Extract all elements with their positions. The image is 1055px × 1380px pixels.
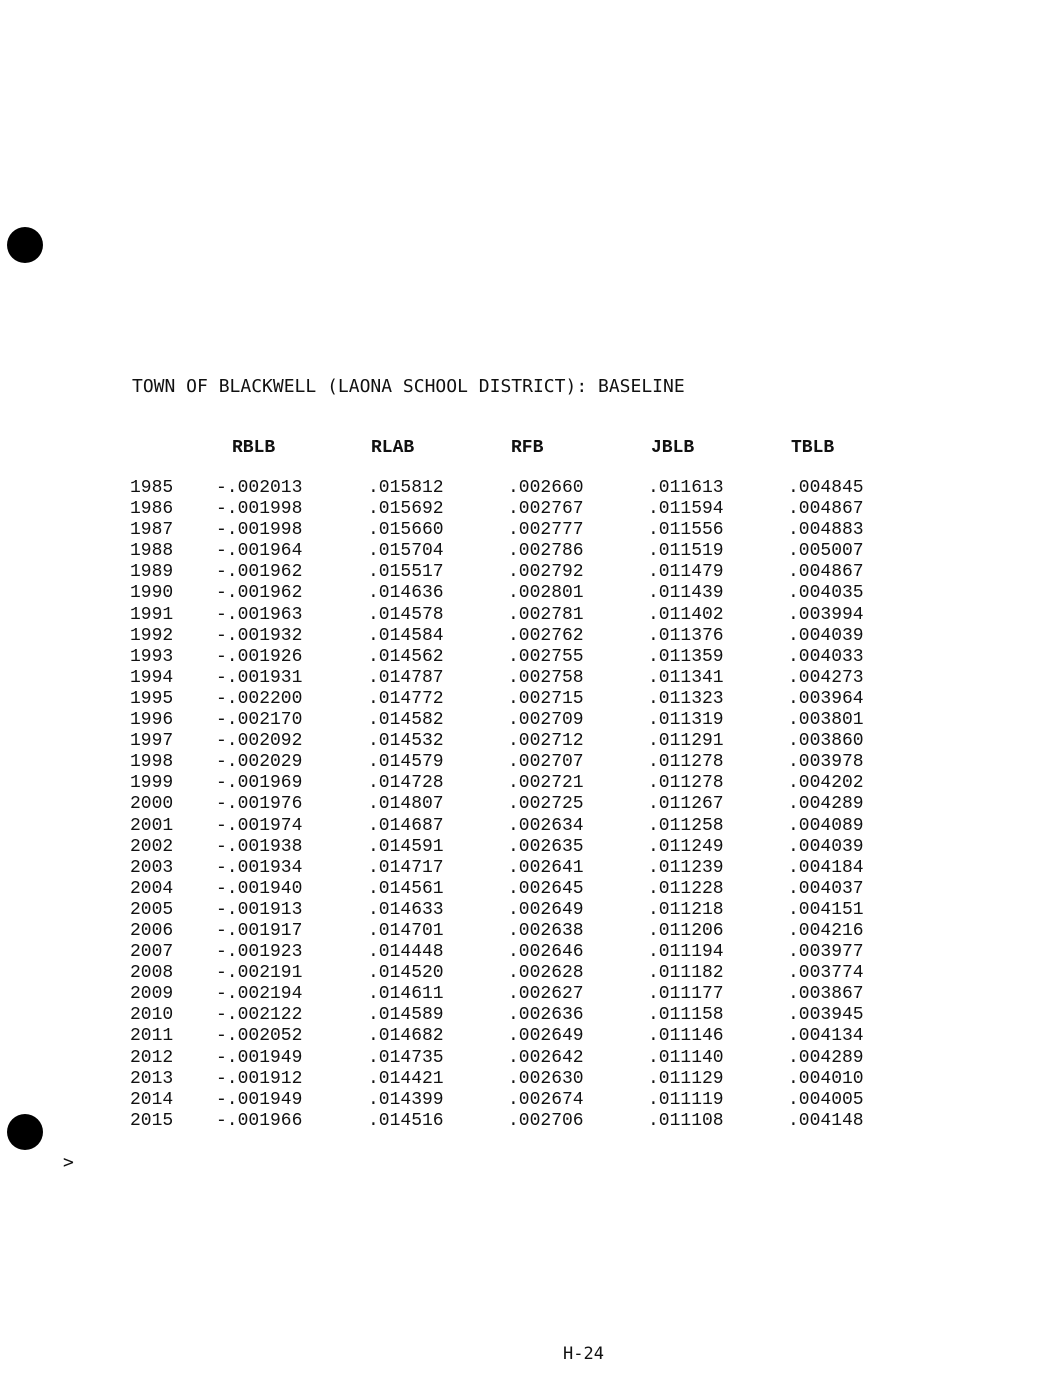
rfb-cell: .002709 <box>508 710 584 731</box>
table-row <box>0 668 1055 689</box>
tblb-cell: .004151 <box>788 899 864 920</box>
year-cell: 2008 <box>130 963 174 984</box>
year-cell: 2011 <box>130 1026 174 1047</box>
year-cell: 2015 <box>130 1110 174 1131</box>
punch-hole-top <box>7 227 43 263</box>
rlab-cell: .014399 <box>368 1089 444 1110</box>
rlab-cell: .014589 <box>368 1005 444 1026</box>
year-cell: 2003 <box>130 857 174 878</box>
table-row <box>0 499 1055 520</box>
tblb-cell: .003964 <box>788 688 864 709</box>
column-header-rblb: RBLB <box>232 438 276 458</box>
rfb-cell: .002786 <box>508 541 584 562</box>
jblb-cell: .011278 <box>648 752 724 773</box>
table-row <box>0 1005 1055 1026</box>
rlab-cell: .014562 <box>368 646 444 667</box>
jblb-cell: .011140 <box>648 1047 724 1068</box>
year-cell: 1989 <box>130 562 174 583</box>
rblb-cell: -.001934 <box>216 857 303 878</box>
rfb-cell: .002627 <box>508 984 584 1005</box>
table-row <box>0 773 1055 794</box>
tblb-cell: .004845 <box>788 478 864 498</box>
rlab-cell: .014728 <box>368 773 444 794</box>
tblb-cell: .004289 <box>788 1047 864 1068</box>
rblb-cell: -.001962 <box>216 562 303 583</box>
rfb-cell: .002767 <box>508 499 584 520</box>
rlab-cell: .014687 <box>368 815 444 836</box>
tblb-cell: .003867 <box>788 984 864 1005</box>
table-row <box>0 1048 1055 1069</box>
column-header-rlab: RLAB <box>371 438 415 458</box>
jblb-cell: .011129 <box>648 1068 724 1089</box>
rblb-cell: -.001974 <box>216 815 303 836</box>
table-row <box>0 1069 1055 1090</box>
rblb-cell: -.001938 <box>216 836 303 857</box>
rlab-cell: .014579 <box>368 752 444 773</box>
tblb-cell: .005007 <box>788 541 864 562</box>
year-cell: 2005 <box>130 899 174 920</box>
tblb-cell: .004216 <box>788 920 864 941</box>
table-row <box>0 689 1055 710</box>
jblb-cell: .011239 <box>648 857 724 878</box>
jblb-cell: .011119 <box>648 1089 724 1110</box>
rlab-cell: .015660 <box>368 520 444 541</box>
table-row <box>0 710 1055 731</box>
rfb-cell: .002674 <box>508 1089 584 1110</box>
rblb-cell: -.002170 <box>216 710 303 731</box>
jblb-cell: .011158 <box>648 1005 724 1026</box>
column-header-jblb: JBLB <box>651 438 695 458</box>
rfb-cell: .002725 <box>508 794 584 815</box>
jblb-cell: .011613 <box>648 478 724 498</box>
tblb-cell: .004037 <box>788 878 864 899</box>
table-row <box>0 562 1055 583</box>
jblb-cell: .011594 <box>648 499 724 520</box>
table-row <box>0 647 1055 668</box>
rfb-cell: .002758 <box>508 667 584 688</box>
tblb-cell: .003860 <box>788 731 864 752</box>
tblb-cell: .004134 <box>788 1026 864 1047</box>
rfb-cell: .002635 <box>508 836 584 857</box>
rblb-cell: -.001931 <box>216 667 303 688</box>
year-cell: 2001 <box>130 815 174 836</box>
year-cell: 1987 <box>130 520 174 541</box>
rlab-cell: .014735 <box>368 1047 444 1068</box>
jblb-cell: .011402 <box>648 604 724 625</box>
year-cell: 2002 <box>130 836 174 857</box>
rblb-cell: -.001949 <box>216 1089 303 1110</box>
rblb-cell: -.001969 <box>216 773 303 794</box>
document-title: TOWN OF BLACKWELL (LAONA SCHOOL DISTRICT): BASELINE <box>132 376 685 397</box>
year-cell: 1999 <box>130 773 174 794</box>
jblb-cell: .011479 <box>648 562 724 583</box>
tblb-cell: .003994 <box>788 604 864 625</box>
rfb-cell: .002645 <box>508 878 584 899</box>
rlab-cell: .014772 <box>368 688 444 709</box>
table-row <box>0 605 1055 626</box>
rlab-cell: .014561 <box>368 878 444 899</box>
year-cell: 2009 <box>130 984 174 1005</box>
table-row <box>0 583 1055 604</box>
rlab-cell: .014584 <box>368 625 444 646</box>
table-header <box>0 438 1055 464</box>
rlab-cell: .014787 <box>368 667 444 688</box>
tblb-cell: .004867 <box>788 499 864 520</box>
rblb-cell: -.002013 <box>216 478 303 498</box>
rfb-cell: .002801 <box>508 583 584 604</box>
rblb-cell: -.001963 <box>216 604 303 625</box>
table-row <box>0 626 1055 647</box>
table-row <box>0 858 1055 879</box>
rblb-cell: -.002200 <box>216 688 303 709</box>
year-cell: 1990 <box>130 583 174 604</box>
rblb-cell: -.001940 <box>216 878 303 899</box>
rlab-cell: .014591 <box>368 836 444 857</box>
rfb-cell: .002628 <box>508 963 584 984</box>
data-table <box>0 478 1055 1132</box>
year-cell: 1994 <box>130 667 174 688</box>
jblb-cell: .011218 <box>648 899 724 920</box>
rlab-cell: .014516 <box>368 1110 444 1131</box>
rblb-cell: -.001932 <box>216 625 303 646</box>
rfb-cell: .002706 <box>508 1110 584 1131</box>
tblb-cell: .004202 <box>788 773 864 794</box>
rfb-cell: .002715 <box>508 688 584 709</box>
rblb-cell: -.002052 <box>216 1026 303 1047</box>
year-cell: 1998 <box>130 752 174 773</box>
rlab-cell: .014421 <box>368 1068 444 1089</box>
jblb-cell: .011341 <box>648 667 724 688</box>
rfb-cell: .002641 <box>508 857 584 878</box>
table-row <box>0 1111 1055 1132</box>
year-cell: 1996 <box>130 710 174 731</box>
rblb-cell: -.001913 <box>216 899 303 920</box>
rfb-cell: .002634 <box>508 815 584 836</box>
rfb-cell: .002642 <box>508 1047 584 1068</box>
year-cell: 2004 <box>130 878 174 899</box>
tblb-cell: .004035 <box>788 583 864 604</box>
jblb-cell: .011182 <box>648 963 724 984</box>
tblb-cell: .004273 <box>788 667 864 688</box>
rblb-cell: -.001923 <box>216 942 303 963</box>
rblb-cell: -.001998 <box>216 499 303 520</box>
tblb-cell: .003801 <box>788 710 864 731</box>
rfb-cell: .002707 <box>508 752 584 773</box>
tblb-cell: .004033 <box>788 646 864 667</box>
jblb-cell: .011278 <box>648 773 724 794</box>
rlab-cell: .015704 <box>368 541 444 562</box>
jblb-cell: .011359 <box>648 646 724 667</box>
tblb-cell: .004148 <box>788 1110 864 1131</box>
year-cell: 1988 <box>130 541 174 562</box>
rfb-cell: .002630 <box>508 1068 584 1089</box>
jblb-cell: .011258 <box>648 815 724 836</box>
table-row <box>0 752 1055 773</box>
rblb-cell: -.002092 <box>216 731 303 752</box>
tblb-cell: .004010 <box>788 1068 864 1089</box>
rfb-cell: .002660 <box>508 478 584 498</box>
jblb-cell: .011439 <box>648 583 724 604</box>
rfb-cell: .002755 <box>508 646 584 667</box>
rlab-cell: .014448 <box>368 942 444 963</box>
jblb-cell: .011249 <box>648 836 724 857</box>
year-cell: 1985 <box>130 478 174 498</box>
rfb-cell: .002712 <box>508 731 584 752</box>
rblb-cell: -.001966 <box>216 1110 303 1131</box>
jblb-cell: .011323 <box>648 688 724 709</box>
rlab-cell: .015692 <box>368 499 444 520</box>
table-row <box>0 984 1055 1005</box>
column-header-rfb: RFB <box>511 438 544 458</box>
rfb-cell: .002638 <box>508 920 584 941</box>
tblb-cell: .004867 <box>788 562 864 583</box>
tblb-cell: .003945 <box>788 1005 864 1026</box>
rblb-cell: -.002122 <box>216 1005 303 1026</box>
year-cell: 1986 <box>130 499 174 520</box>
table-row <box>0 816 1055 837</box>
rlab-cell: .015517 <box>368 562 444 583</box>
year-cell: 1997 <box>130 731 174 752</box>
rlab-cell: .014520 <box>368 963 444 984</box>
table-row <box>0 963 1055 984</box>
page-number: H-24 <box>563 1344 604 1364</box>
rfb-cell: .002777 <box>508 520 584 541</box>
table-row <box>0 794 1055 815</box>
rlab-cell: .014807 <box>368 794 444 815</box>
rblb-cell: -.001964 <box>216 541 303 562</box>
tblb-cell: .004005 <box>788 1089 864 1110</box>
rlab-cell: .014636 <box>368 583 444 604</box>
year-cell: 2013 <box>130 1068 174 1089</box>
rblb-cell: -.002029 <box>216 752 303 773</box>
table-row <box>0 1026 1055 1047</box>
jblb-cell: .011319 <box>648 710 724 731</box>
rlab-cell: .014701 <box>368 920 444 941</box>
rblb-cell: -.002194 <box>216 984 303 1005</box>
table-row <box>0 837 1055 858</box>
rlab-cell: .014717 <box>368 857 444 878</box>
rlab-cell: .014633 <box>368 899 444 920</box>
year-cell: 2012 <box>130 1047 174 1068</box>
table-row <box>0 942 1055 963</box>
year-cell: 2010 <box>130 1005 174 1026</box>
rfb-cell: .002762 <box>508 625 584 646</box>
year-cell: 2000 <box>130 794 174 815</box>
jblb-cell: .011146 <box>648 1026 724 1047</box>
year-cell: 2014 <box>130 1089 174 1110</box>
rblb-cell: -.001917 <box>216 920 303 941</box>
rfb-cell: .002649 <box>508 1026 584 1047</box>
rfb-cell: .002781 <box>508 604 584 625</box>
year-cell: 2007 <box>130 942 174 963</box>
jblb-cell: .011177 <box>648 984 724 1005</box>
tblb-cell: .004289 <box>788 794 864 815</box>
tblb-cell: .003978 <box>788 752 864 773</box>
jblb-cell: .011228 <box>648 878 724 899</box>
tblb-cell: .004184 <box>788 857 864 878</box>
table-row <box>0 921 1055 942</box>
table-row <box>0 520 1055 541</box>
rlab-cell: .014682 <box>368 1026 444 1047</box>
jblb-cell: .011194 <box>648 942 724 963</box>
rblb-cell: -.001912 <box>216 1068 303 1089</box>
rlab-cell: .014582 <box>368 710 444 731</box>
tblb-cell: .003774 <box>788 963 864 984</box>
rlab-cell: .014532 <box>368 731 444 752</box>
rblb-cell: -.001962 <box>216 583 303 604</box>
rfb-cell: .002636 <box>508 1005 584 1026</box>
jblb-cell: .011206 <box>648 920 724 941</box>
column-header-tblb: TBLB <box>791 438 835 458</box>
tblb-cell: .004089 <box>788 815 864 836</box>
rlab-cell: .014611 <box>368 984 444 1005</box>
rlab-cell: .015812 <box>368 478 444 498</box>
rblb-cell: -.001926 <box>216 646 303 667</box>
rblb-cell: -.002191 <box>216 963 303 984</box>
rlab-cell: .014578 <box>368 604 444 625</box>
year-cell: 1992 <box>130 625 174 646</box>
tblb-cell: .004039 <box>788 625 864 646</box>
table-row <box>0 478 1055 499</box>
year-cell: 2006 <box>130 920 174 941</box>
table-row <box>0 541 1055 562</box>
jblb-cell: .011519 <box>648 541 724 562</box>
tblb-cell: .004039 <box>788 836 864 857</box>
rblb-cell: -.001976 <box>216 794 303 815</box>
rfb-cell: .002792 <box>508 562 584 583</box>
rfb-cell: .002646 <box>508 942 584 963</box>
table-row <box>0 879 1055 900</box>
rblb-cell: -.001998 <box>216 520 303 541</box>
table-row <box>0 731 1055 752</box>
tblb-cell: .003977 <box>788 942 864 963</box>
rfb-cell: .002649 <box>508 899 584 920</box>
jblb-cell: .011556 <box>648 520 724 541</box>
rfb-cell: .002721 <box>508 773 584 794</box>
year-cell: 1995 <box>130 688 174 709</box>
jblb-cell: .011267 <box>648 794 724 815</box>
rblb-cell: -.001949 <box>216 1047 303 1068</box>
margin-mark: > <box>63 1152 74 1173</box>
tblb-cell: .004883 <box>788 520 864 541</box>
jblb-cell: .011108 <box>648 1110 724 1131</box>
jblb-cell: .011376 <box>648 625 724 646</box>
jblb-cell: .011291 <box>648 731 724 752</box>
table-row <box>0 900 1055 921</box>
year-cell: 1993 <box>130 646 174 667</box>
year-cell: 1991 <box>130 604 174 625</box>
table-row <box>0 1090 1055 1111</box>
